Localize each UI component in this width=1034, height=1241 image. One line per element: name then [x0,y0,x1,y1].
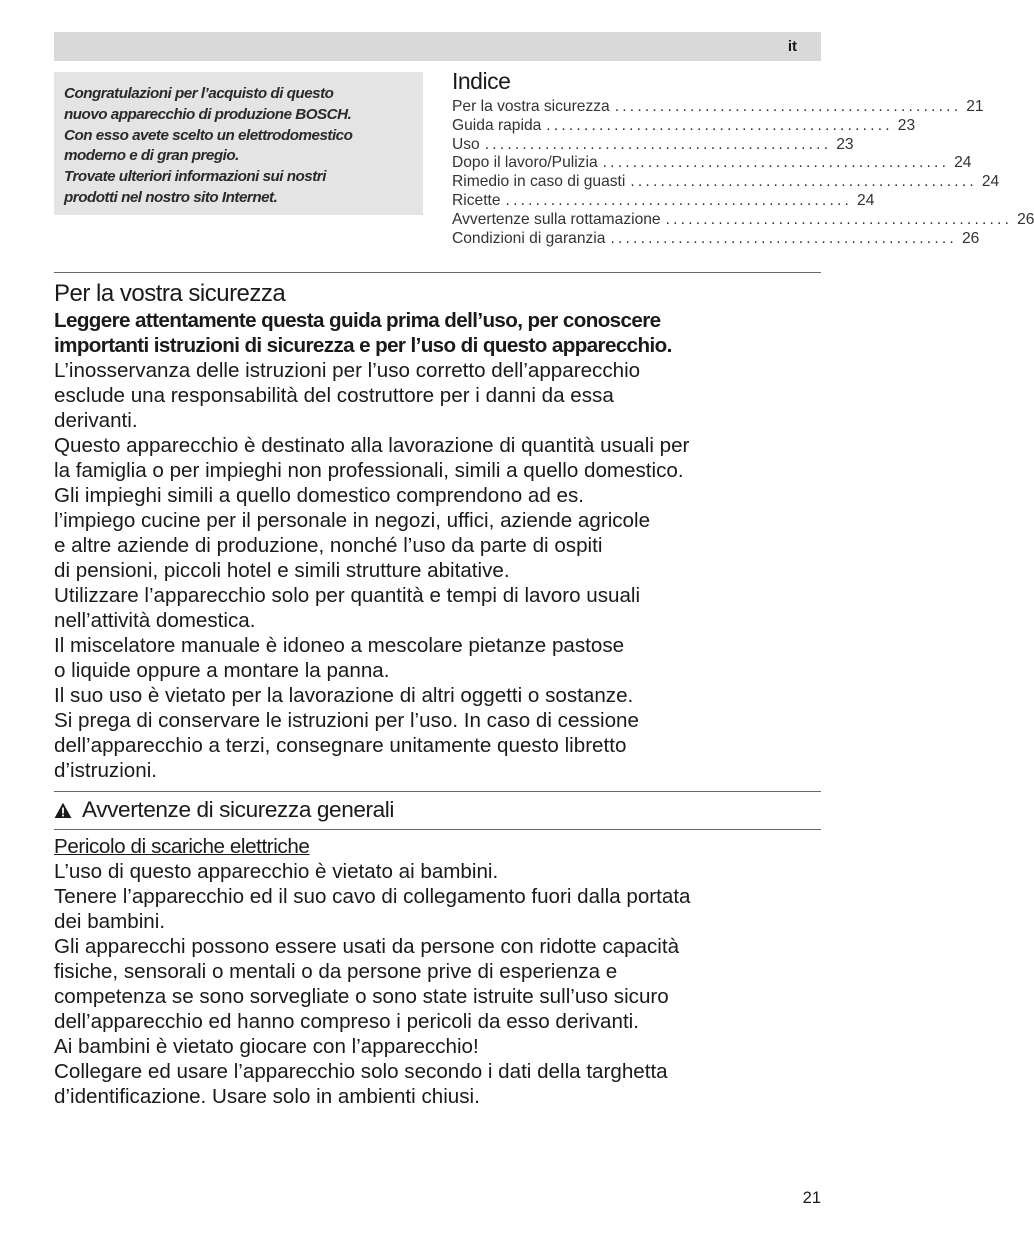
safety-line: d’istruzioni. [54,759,158,782]
toc-leader-dots: .............................................. [665,210,1013,228]
subsection-title: Pericolo di scariche elettriche [54,835,310,858]
toc-entry[interactable] [452,135,854,155]
toc-leader-dots: .............................................. [546,116,893,134]
warning-line: dei bambini. [54,910,166,933]
intro-line: prodotti nel nostro sito Internet. [64,188,278,206]
warning-line: competenza se sono sorvegliate o sono state istruite sull’uso sicuro [54,985,669,1008]
safety-line: Questo apparecchio è destinato alla lavorazione di quantità usuali per [54,434,690,457]
toc-entry[interactable] [452,210,1034,230]
warning-line: Collegare ed usare l’apparecchio solo secondo i dati della targhetta [54,1060,668,1083]
intro-line: Trovate ulteriori informazioni sui nostri [64,168,326,186]
toc-entry[interactable] [452,154,972,173]
safety-line: dell’apparecchio a terzi, consegnare unitamente questo libretto [54,734,627,757]
intro-line: moderno e di gran pregio. [64,147,239,165]
toc-entry-label: Uso [452,135,480,153]
safety-line: Gli impieghi simili a quello domestico comprendono ad es. [54,484,584,507]
toc-entry-page: 24 [981,173,1000,191]
toc-entry[interactable] [452,98,984,117]
warning-triangle-icon [54,802,72,819]
general-warnings-heading [54,796,394,824]
safety-line: Si prega di conservare le istruzioni per l’uso. In caso di cessione [54,709,639,732]
safety-line: derivanti. [54,409,138,432]
toc-entry-page: 24 [954,154,972,172]
safety-line: e altre aziende di produzione, nonché l’uso da parte di ospiti [54,534,603,557]
warning-line: d’identificazione. Usare solo in ambienti chiusi. [54,1085,480,1108]
toc-entry-label: Avvertenze sulla rottamazione [452,210,661,228]
safety-line: L’inosservanza delle istruzioni per l’uso corretto dell’apparecchio [54,359,641,382]
toc-entry[interactable] [452,173,1000,192]
safety-line: o liquide oppure a montare la panna. [54,659,390,682]
toc-entry-label: Dopo il lavoro/Pulizia [452,154,598,172]
warning-line: dell’apparecchio ed hanno compreso i pericoli da esso derivanti. [54,1010,639,1033]
warning-line: L’uso di questo apparecchio è vietato ai bambini. [54,860,499,883]
warning-line: Gli apparecchi possono essere usati da persone con ridotte capacità [54,935,680,958]
section-title: Avvertenze di sicurezza generali [82,797,395,822]
intro-box [54,72,423,215]
toc-entry-label: Condizioni di garanzia [452,229,606,247]
general-warnings-section [54,834,829,1109]
toc-leader-dots: .............................................. [630,173,977,191]
toc-leader-dots: .............................................. [484,135,832,153]
language-code: it [787,38,797,55]
toc-leader-dots: .............................................. [614,98,962,115]
safety-line: di pensioni, piccoli hotel e simili strutture abitative. [54,559,510,582]
toc-leader-dots: .............................................. [505,191,853,209]
safety-line: Utilizzare l’apparecchio solo per quantità e tempi di lavoro usuali [54,584,641,607]
toc-title: Indice [452,68,511,94]
warning-line: Ai bambini è vietato giocare con l’apparecchio! [54,1035,479,1058]
toc-entry-label: Per la vostra sicurezza [452,98,610,115]
toc-leader-dots: .............................................. [602,154,950,172]
section-divider [54,791,821,792]
toc-entry-page: 21 [966,98,984,115]
toc-entry[interactable] [452,191,875,211]
safety-line: Il suo uso è vietato per la lavorazione di altri oggetti o sostanze. [54,684,634,707]
safety-line: la famiglia o per impieghi non professionali, simili a quello domestico. [54,459,684,482]
safety-lead-line: importanti istruzioni di sicurezza e per l’uso di questo apparecchio. [54,334,672,357]
toc-leader-dots: .............................................. [610,229,957,247]
toc-entry-page: 24 [857,191,875,209]
toc-entry-label: Rimedio in caso di guasti [452,173,626,191]
safety-line: Il miscelatore manuale è idoneo a mescolare pietanze pastose [54,634,625,657]
safety-line: esclude una responsabilità del costruttore per i danni da essa [54,384,614,407]
safety-line: l’impiego cucine per il personale in negozi, uffici, aziende agricole [54,509,651,532]
toc-entry-label: Guida rapida [452,116,542,134]
page-number: 21 [802,1189,821,1207]
warning-line: Tenere l’apparecchio ed il suo cavo di collegamento fuori dalla portata [54,885,691,908]
safety-section [54,279,829,783]
section-divider [54,272,821,273]
safety-line: nell’attività domestica. [54,609,256,632]
intro-line: Con esso avete scelto un elettrodomestico [64,126,353,144]
table-of-contents [452,68,1034,248]
intro-line: Congratulazioni per l’acquisto di questo [64,85,334,102]
toc-entry-page: 26 [961,229,980,247]
section-title: Per la vostra sicurezza [54,280,286,307]
toc-entry-page: 23 [897,116,916,134]
toc-entry[interactable] [452,116,916,136]
intro-line: nuovo apparecchio di produzione BOSCH. [64,105,352,123]
toc-entry-label: Ricette [452,191,501,209]
safety-lead-line: Leggere attentamente questa guida prima dell’uso, per conoscere [54,309,661,332]
warning-line: fisiche, sensorali o mentali o da persone prive di esperienza e [54,960,618,983]
toc-entry-page: 23 [836,135,854,153]
toc-entry-page: 26 [1017,210,1034,228]
toc-entry[interactable] [452,229,980,249]
section-divider [54,829,821,830]
language-header-bar [54,32,821,61]
